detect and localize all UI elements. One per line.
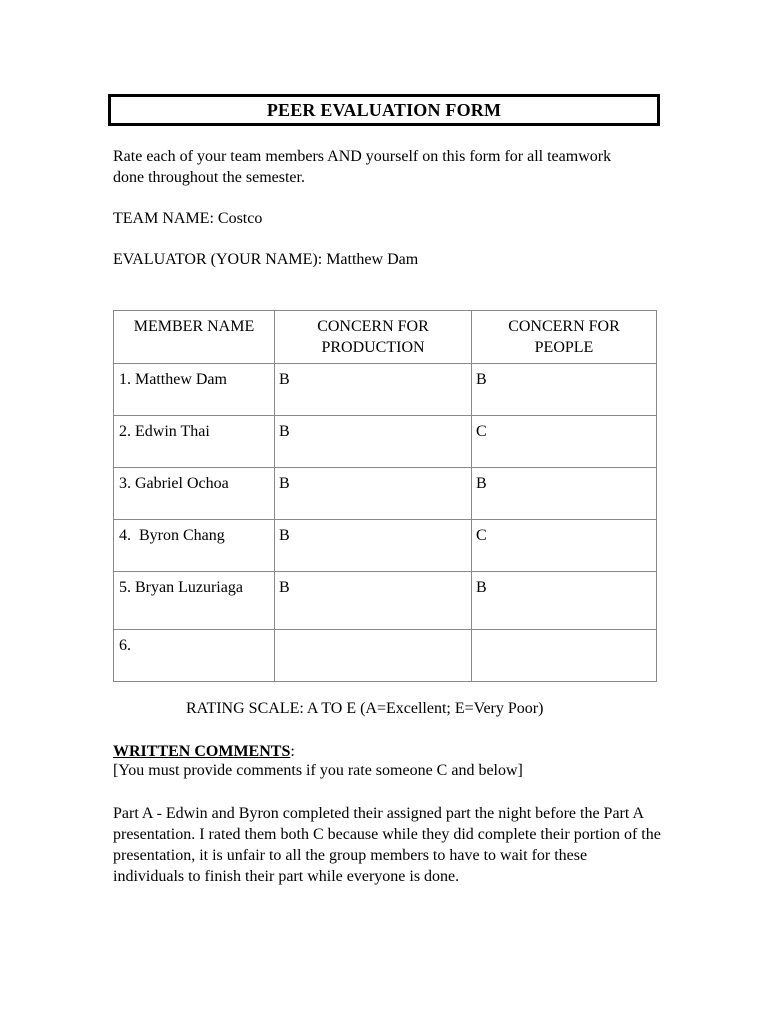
comments-requirement-note: [You must provide comments if you rate someone C and below]	[113, 762, 523, 779]
member-name-cell: 5. Bryan Luzuriaga	[114, 572, 275, 630]
evaluator-label: EVALUATOR (YOUR NAME):	[113, 251, 323, 268]
member-name-cell: 4. Byron Chang	[114, 520, 275, 572]
title-box	[108, 94, 660, 126]
people-rating-cell: B	[472, 364, 657, 416]
member-name-cell: 2. Edwin Thai	[114, 416, 275, 468]
people-rating-cell: C	[472, 520, 657, 572]
member-name-cell: 3. Gabriel Ochoa	[114, 468, 275, 520]
header-member-name: MEMBER NAME	[114, 311, 275, 364]
comment-part-label: Part A -	[113, 805, 162, 822]
people-rating-cell	[472, 630, 657, 682]
people-rating-cell: B	[472, 572, 657, 630]
form-title: PEER EVALUATION FORM	[266, 99, 502, 120]
written-comments-heading-line	[113, 741, 295, 762]
evaluator-value: Matthew Dam	[326, 251, 419, 268]
production-rating-cell: B	[275, 364, 472, 416]
intro-text: Rate each of your team members AND yourself on this form for all teamwork done throughout the semester.	[113, 148, 612, 186]
written-comments-colon: :	[290, 743, 295, 760]
team-name-line	[113, 208, 262, 229]
table-row	[114, 468, 657, 520]
production-rating-cell: B	[275, 468, 472, 520]
header-concern-people: CONCERN FOR PEOPLE	[472, 311, 657, 364]
member-name-cell: 6.	[114, 630, 275, 682]
production-rating-cell: B	[275, 572, 472, 630]
ratings-table	[113, 310, 657, 682]
team-name-label: TEAM NAME:	[113, 210, 214, 227]
comment-paragraph	[113, 803, 661, 887]
people-rating-cell: C	[472, 416, 657, 468]
production-rating-cell	[275, 630, 472, 682]
production-rating-cell: B	[275, 520, 472, 572]
header-concern-production: CONCERN FOR PRODUCTION	[275, 311, 472, 364]
member-name-cell: 1. Matthew Dam	[114, 364, 275, 416]
table-row	[114, 630, 657, 682]
people-rating-cell: B	[472, 468, 657, 520]
team-name-value: Costco	[217, 210, 263, 227]
rating-scale: RATING SCALE: A TO E (A=Excellent; E=Very Poor)	[186, 700, 544, 717]
table-row	[114, 416, 657, 468]
table-header-row	[114, 311, 657, 364]
evaluator-line	[113, 249, 418, 270]
production-rating-cell: B	[275, 416, 472, 468]
written-comments-heading: WRITTEN COMMENTS	[113, 743, 291, 760]
comment-text: Edwin and Byron completed their assigned part the night before the Part A presentation. I rated them both C because while they did complete their portion of the presentation, it is unfair to all the group members to have to wait for these individuals to finish their part while everyone is done.	[113, 805, 661, 885]
table-row	[114, 520, 657, 572]
table-row	[114, 572, 657, 630]
table-row	[114, 364, 657, 416]
